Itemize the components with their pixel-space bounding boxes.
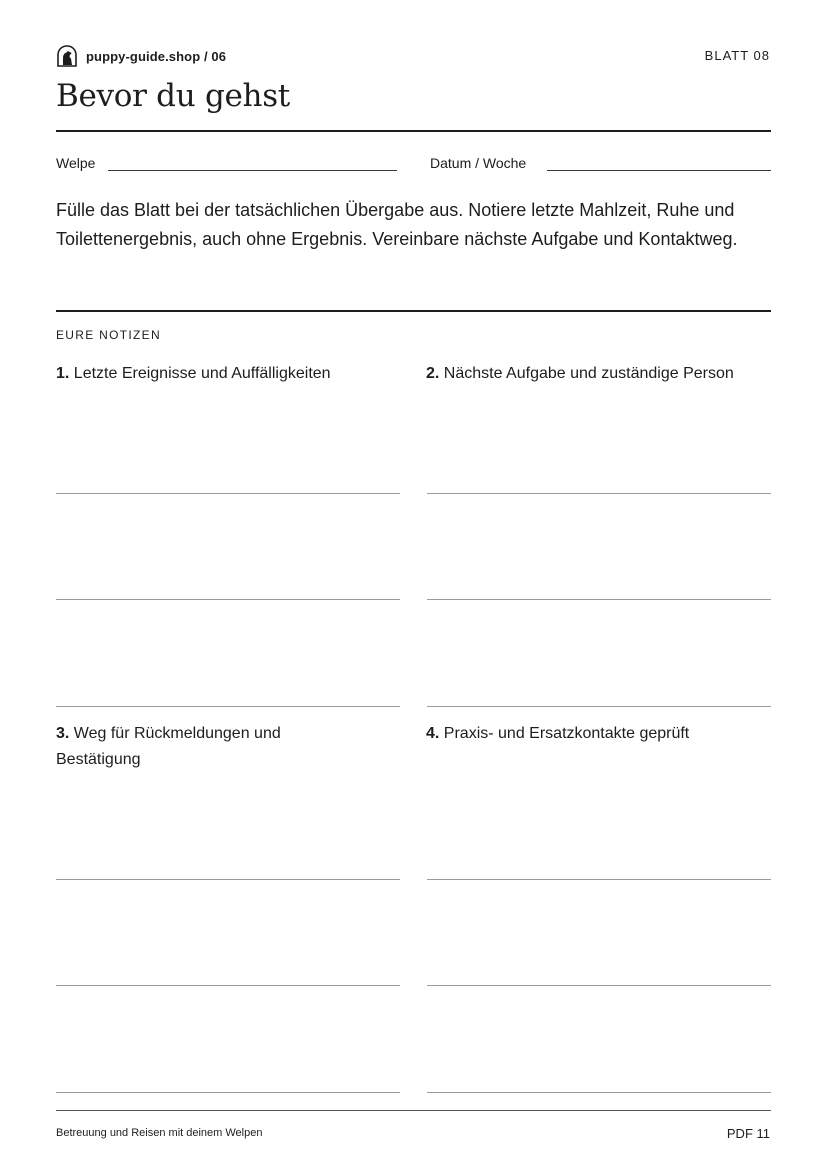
write-line[interactable] [427, 599, 771, 600]
question-text: Weg für Rückmeldungen und Bestätigung [56, 725, 281, 768]
page-number: PDF 11 [726, 1126, 770, 1141]
page-title: Bevor du gehst [56, 78, 290, 114]
intro-divider [56, 310, 771, 312]
footer-caption: Betreuung und Reisen mit deinem Welpen [56, 1127, 263, 1139]
date-field[interactable] [547, 170, 771, 171]
question-text: Nächste Aufgabe und zuständige Person [443, 365, 734, 382]
brand [56, 45, 226, 67]
question-number: 4. [426, 725, 440, 742]
write-line[interactable] [427, 985, 771, 986]
write-line[interactable] [427, 1092, 771, 1093]
question-number: 1. [56, 365, 70, 382]
question-3 [56, 721, 326, 773]
question-4 [426, 721, 771, 747]
header-divider [56, 130, 771, 132]
puppy-field-label: Welpe [56, 155, 96, 171]
sheet-number: BLATT 08 [704, 48, 770, 63]
puppy-field[interactable] [108, 170, 397, 171]
date-field-label: Datum / Woche [430, 155, 527, 171]
write-line[interactable] [427, 706, 771, 707]
question-1 [56, 361, 386, 387]
question-text: Letzte Ereignisse und Auffälligkeiten [73, 365, 331, 382]
write-line[interactable] [56, 1092, 400, 1093]
section-label: EURE NOTIZEN [56, 328, 161, 342]
footer-divider [56, 1110, 771, 1111]
write-line[interactable] [56, 985, 400, 986]
write-line[interactable] [56, 599, 400, 600]
dog-silhouette-icon [56, 45, 78, 67]
instructions: Fülle das Blatt bei der tatsächlichen Übergabe aus. Notiere letzte Mahlzeit, Ruhe und Toilettenergebnis, auch ohne Ergebnis. Vereinbare nächste Aufgabe und Kontaktweg. [56, 200, 738, 249]
question-2 [426, 361, 771, 387]
brand-name: puppy-guide.shop / 06 [86, 48, 227, 64]
write-line[interactable] [56, 879, 400, 880]
meta-fields [56, 154, 771, 174]
question-number: 3. [56, 725, 70, 742]
write-line[interactable] [427, 879, 771, 880]
write-line[interactable] [427, 493, 771, 494]
write-line[interactable] [56, 493, 400, 494]
question-number: 2. [426, 365, 440, 382]
question-text: Praxis- und Ersatzkontakte geprüft [443, 725, 690, 742]
write-line[interactable] [56, 706, 400, 707]
